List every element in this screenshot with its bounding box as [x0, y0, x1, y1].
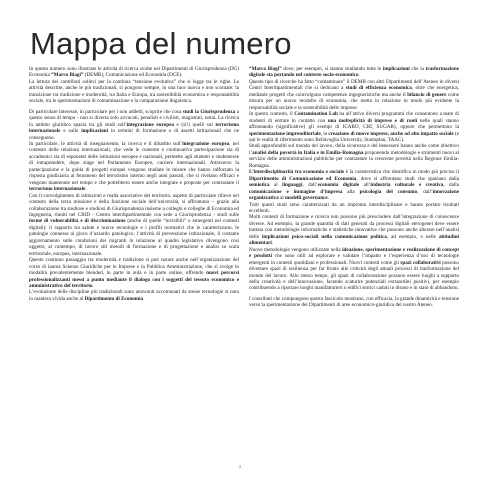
paragraph: Di particolare interesse, in particolare per i non addetti, scoprire che cosa studi la Giurisprudenza a questo senso di tempo - non si diverta solo avvocati, penalisti e civilisti, magistrati, notai. La ricerca in ambito giuridico spazia tra gli studi sull’integrazione europea e (sì!) quelli sul terrorismo internazionale e sulle implicazioni in termini di formazione e di assetti istituzionali che ne conseguono. — [29, 108, 239, 141]
paragraph: In questo numero sono illustrate le attività di ricerca svolte nei Dipartimenti di Giurisprudenza (DG) Economia “Marco Biagi” (DEMB), Comunicazione ed Economia (DCE). — [29, 66, 239, 79]
left-column — [29, 66, 239, 309]
paragraph: In particolare, le attività di insegnamento, la ricerca e il dibattito sull’integrazione europea, nel contesto delle relazioni internazionali, che vede le contente e continuativa partecipazione sia di accademici sia di esponenti delle istituzioni europee e nazionali, permette agli studenti e studentesse di intraprendere, dopo stage nel Parlamento Europeo, carriere internazionali. Attraverso la partecipazione e la guida di progetti europei vengono studiate le misure che hanno rafforzato la risposta giudiziaria al fenomeno del terrorismo interno negli anni passati, che si rivelano efficaci e vengono mantenute nel tempo e che potrebbero essere anche integrate e proposte per contrastare il terrorismo internazionale. — [29, 140, 239, 193]
page-title: Mappa del numero — [30, 26, 292, 61]
paragraph: Molti contesti di formazione e ricerca non possono più prescindere dall’integrazione di conoscenze diverse. Ad esempio, la grande quantità di dati generati da processi digitali eterogenei deve essere trattata con metodologie informatiche e statistiche innovative che possono anche alterare nell’analisi delle implicazioni psico-sociali nella comunicazione politica, ad esempio, o nelle abitudini alimentari. — [249, 214, 459, 247]
paragraph: Nuove metodologie vengono utilizzate nella ideazione, sperimentazione e realizzazione di concept e prodotti che sono utili ad esplorare e valutare l’impatto e l’esperienza d’uso di tecnologie emergenti in contesti quotidiani e professionali. Nuovi contesti come gli spazi collaborativi possono diventare spazi di resilienza per far fronte alle criticità degli attuali processi di trasformazione del mondo del lavoro. Allo stesso tempo, gli spazi di collaborazione possono essere luoghi a supporto della creatività e dell’innovazione, facendo scaturire potenziali extraordini positivi, per esempio contribuendo a riportare luoghi manifatturieri o edifici storici caduti in disuso e in stato di abbandono. — [249, 246, 459, 292]
paragraph: L’evoluzione delle discipline più tradizionali sono anzwonti accomunati da stesse tecnologie si nota in maniera vivida anche al Dipartimento di Economia — [29, 289, 239, 302]
paragraph: Studi approfonditi sul mondo del lavoro, della sicurezza e del benessere hanno anche come obiettivo l’analisi della povertà in Italia e in Emilia-Romagna proponendo metodologie e strumenti nuovi al servizio delle amministrazioni pubbliche per contrastare la crescente povertà nella Regione Emilia-Romagna. — [249, 143, 459, 169]
paragraph: In questo contesto, il Contamination Lab ha all’attivo diversi programmi che consentono a team di studenti di entrare in contatto con una molteplicità di imprese e di ruoli nelle quali stanno affrontando (significative) gli esempi di ICARO, CRI, SUGAR), oppure che permettono la sperimentazione imprenditoriale, la creazione di nuove imprese, anche ad alto impatto sociale (e qui le realtà di riferimento sono Bellavoglia University, Startuplan, TAAC). — [249, 111, 459, 143]
paragraph: I contributi che compongono questo fascicolo mostrano, con efficacia, la grande dinamicità e tensione verso la sperimentazione dei Dipartimenti di aree economico-giuridica del nostro Ateneo. — [249, 295, 459, 309]
paragraph: Questo continuo passaggio tra modernità e tradizione si può notare anche nell’organizzazione del corso di laurea Scienze Giuridiche per le Imprese e la Pubblica Amministrazione, che si svolge in modalità prevalentemente blended, in parte in aula e in parte online, offrendo nuovi percorsi professionalizzanti messi a punto mediante il dialogo con i soggetti del tessuto economico e amministrativo del territorio. — [29, 257, 239, 289]
paragraph: Con il convolgimento di istituzioni e realtà associative del territorio, aspetto di particolare rilievo nel contesto della terza missione e della funzione sociale dell’università, si affrontano – grazie alla collaborazione tra studiose e studiosi di Giurisprudenza insieme a colleghi e colleghe di Economia ed Ingegneria, riuniti nel CRID - Centro interdipartimentale con sede a Giurisprudenza - studi sulle forme di vulnerabilità e di discriminazione (anche di quelle “invisibili” o emergenti nei contesti digitali): il rapporto tra salute e nuove tecnologie e i profili normativi che le caratterizzano, le patologie connesse al gioco d’azzardo patologico, l’attività di prevenzione istituzionale, il costante aggiornamento sulle condizioni dei migranti in relazione al quadro legislativo divengono così oggetto, al contempo, di lavoro stil metodi di formazione e di progettazione e analisi su scala territoriale, europea, internazionale. — [29, 192, 240, 257]
right-column — [249, 66, 459, 309]
article-body — [29, 66, 459, 309]
paragraph: Tutti questi studi sono caratterizzati da un impronta interdisciplinare e hanno portato risultati eccellenti. — [249, 201, 459, 214]
paragraph: L’interdisciplinarità tra economia e sociale è la caratteristica che identifica in modo più preciso il Dipartimento di Comunicazione ed Economia, dove si affrontano studi che spaziano dalla semiotica al linguaggi, dall’economia digitale all’industria culturale e creativa, dalla comunicazione e immagine d’impresa alla psicologia del consumo, dall’innovazione organizzativa al modelli governance. — [249, 169, 460, 202]
paragraph: Questo tipo di ricerche ha fatto “contaminare” il DEMB con altri Dipartimenti dell’Ateneo in diversi Centri Interdipartimentali che si dedicano a studi di efficienza economica, oltre che energetica, mediante progetti che coinvolgono competenze ingegneristiche ma anche il bilancio di genere come misura per un nuovo modello di economia, che metta in relazione in modo più evidente la responsabilità sociale e la sostenibilità delle imprese. — [249, 78, 460, 111]
page-number: 2 — [238, 464, 242, 469]
paragraph: La lettura dei contributi sollevi per la continua “tensione evolutiva” che si legge tra le righe. Le attività descritte, anche le più tradizionali, si pongono sempre, in una luce nuova e non scontate: la transizione tra tradizione e modernità, tra Italia e Europa, tra sostenibilità economica e responsabilità sociale, tra le sperimentazioni di contaminazione e la comparazione linguistica. — [29, 78, 239, 105]
paragraph: “Marco Biagi” dove, per esempio, si stanno studiando tutte le implicazioni che la trasformazione digitale sta portando nel contesto socio-economico. — [249, 66, 459, 79]
